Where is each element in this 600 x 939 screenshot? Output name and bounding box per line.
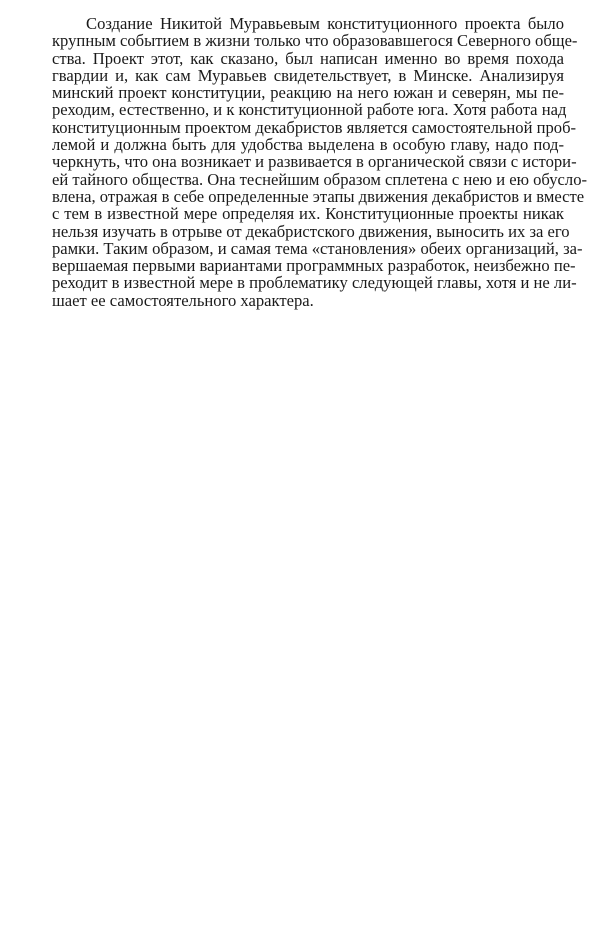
paragraph-line: ей тайного общества. Она теснейшим образом сплетена с нею и ею обусло- [52, 169, 588, 189]
paragraph-line: реходит в известной мере в проблематику следующей главы, хотя и не ли- [52, 273, 577, 293]
paragraph-line: лемой и должна быть для удобства выделена в особую главу, надо под- [52, 135, 564, 155]
paragraph-line: рамки. Таким образом, и самая тема «становления» обеих организаций, за- [52, 238, 583, 258]
paragraph-line: влена, отражая в себе определенные этапы движения декабристов и вместе [52, 186, 585, 206]
paragraph-line: реходим, естественно, и к конституционной работе юга. Хотя работа над [52, 100, 567, 120]
paragraph-line: минский проект конституции, реакцию на него южан и северян, мы пе- [52, 83, 564, 103]
paragraph [52, 14, 588, 310]
paragraph-line: с тем в известной мере определяя их. Конституционные проекты никак [52, 204, 564, 224]
paragraph-line: нельзя изучать в отрыве от декабристского движения, выносить их за его [52, 221, 570, 241]
paragraph-line: Создание Никитой Муравьевым конституционного проекта было [86, 14, 564, 33]
paragraph-line: крупным событием в жизни только что образовавшегося Северного обще- [52, 31, 578, 51]
paragraph-line: шает ее самостоятельного характера. [52, 290, 314, 310]
paragraph-line: черкнуть, что она возникает и развивается в органической связи с истори- [52, 152, 577, 172]
paragraph-line: вершаемая первыми вариантами программных разработок, неизбежно пе- [52, 256, 576, 276]
paragraph-line: гвардии и, как сам Муравьев свидетельствует, в Минске. Анализируя [52, 65, 564, 85]
paragraph-line: ства. Проект этот, как сказано, был написан именно во время похода [52, 48, 564, 68]
paragraph-line: конституционным проектом декабристов является самостоятельной проб- [52, 117, 577, 137]
